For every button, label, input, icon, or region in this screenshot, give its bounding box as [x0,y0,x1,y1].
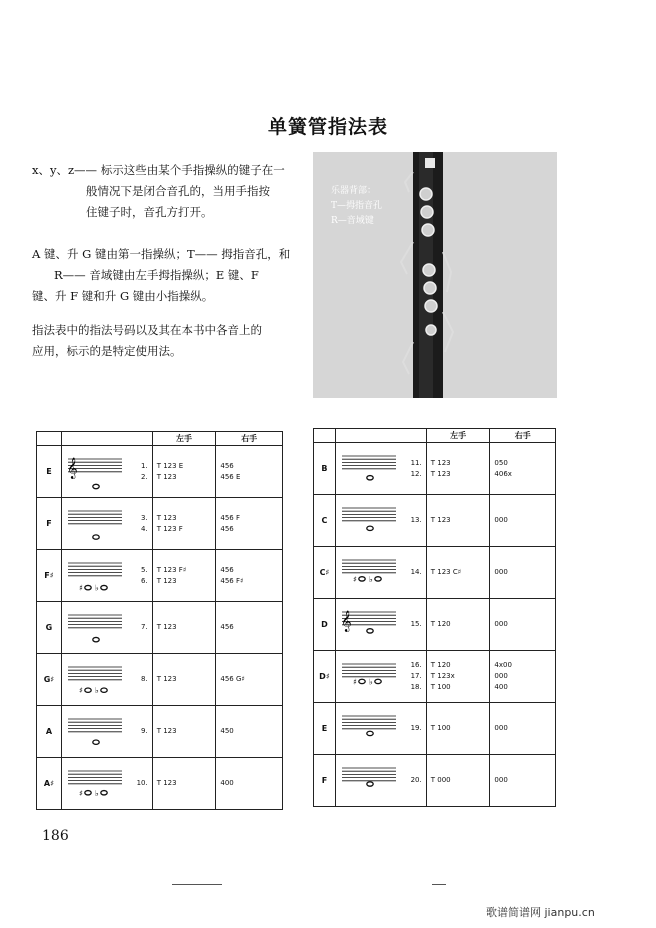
fingering-value: 17. [410,672,422,680]
fingering-value: 456 E [220,472,241,481]
right-hand-fingering [216,446,283,498]
fingering-number [407,495,426,547]
staff-notation [62,503,126,543]
caption-line: 乐器背部： [331,186,377,196]
fingering-value: 456 F [220,513,241,522]
accidental-icon: ♭ [368,574,373,584]
fingering-value: 000 [494,776,508,784]
accidental-icon: ♯ [352,574,357,584]
staff-notation [62,763,126,803]
header-note [37,432,62,446]
right-hand-fingering [216,654,283,706]
header-right-hand: 右手 [490,429,556,443]
fingering-value: 3. [141,513,148,522]
staff-notation [62,451,126,491]
paragraph-line: A 键、升 G 键由第一指操纵；T—— 拇指音孔，和 [32,247,291,261]
staff-cell [61,446,134,498]
treble-clef-icon: 𝄞 [340,610,352,632]
staff-notation [336,552,400,592]
fingering-value: 450 [220,727,234,735]
fingering-value: 14. [410,568,422,576]
left-hand-fingering [426,547,490,599]
staff-cell [61,550,134,602]
note-head [93,484,99,488]
fingering-number [134,706,152,758]
fingering-value: 406x [494,469,512,478]
staff-cell [335,703,407,755]
staff-notation [336,604,400,644]
note-name: E [314,703,336,755]
fingering-value: T 123 F♯ [156,565,187,574]
accidental-icon: ♯ [78,788,83,798]
fingering-value: T 123 F [156,524,183,533]
left-hand-fingering [152,706,216,758]
note-head [93,637,99,641]
staff-notation [62,659,126,699]
fingering-number [407,651,426,703]
staff-cell [335,651,407,703]
fingering-value: 456 [220,461,234,470]
fingering-value: 9. [141,727,148,735]
left-hand-fingering [152,446,216,498]
fingering-row [37,706,283,758]
note-name: F [37,498,62,550]
fingering-number [407,443,426,495]
right-hand-fingering [216,602,283,654]
fingering-row [314,599,556,651]
staff-notation [336,760,400,800]
fingering-value: 13. [410,516,422,524]
staff-notation [336,448,400,488]
footer-rule [172,884,222,885]
fingering-value: 6. [141,576,148,585]
note-name: G [37,602,62,654]
fingering-number [134,446,152,498]
note-head [359,576,365,580]
fingering-value: 456 [220,565,234,574]
fingering-row [37,602,283,654]
paragraph-line: 指法表中的指法号码以及其在本书中各音上的 [32,323,262,337]
treble-clef-icon: 𝄞 [66,457,78,479]
staff-notation [62,711,126,751]
note-head [367,781,373,785]
paragraph-line: x、y、z—— 标示这些由某个手指操纵的键子在一 [32,163,285,177]
fingering-value: T 123x [430,672,455,680]
left-hand-fingering [426,651,490,703]
caption-line: T—拇指音孔 [331,201,383,211]
staff-cell [335,755,407,807]
page-number: 186 [42,828,69,844]
left-hand-fingering [152,498,216,550]
watermark: 歌谱简谱网 jianpu.cn [486,906,595,919]
fingering-value: 456 F♯ [220,576,244,585]
fingering-value: T 123 [430,469,451,478]
fingering-number [134,498,152,550]
fingering-value: 000 [494,724,508,732]
fingering-row [37,446,283,498]
fingering-row [37,654,283,706]
fingering-value: 8. [141,675,148,683]
note-head [101,688,107,692]
note-head [85,688,91,692]
page-title: 单簧管指法表 [267,116,388,138]
fingering-number [134,602,152,654]
note-name: C♯ [314,547,336,599]
fingering-value: T 123 E [156,461,184,470]
left-hand-fingering [426,755,490,807]
note-name: F [314,755,336,807]
note-head [85,790,91,794]
fingering-row [314,755,556,807]
fingering-value: 4. [141,524,148,533]
fingering-value: 4x00 [494,661,512,669]
note-head [375,576,381,580]
fingering-row [314,443,556,495]
fingering-value: T 123 [430,458,451,467]
fingering-value: T 123 C♯ [430,568,462,576]
fingering-value: 000 [494,568,508,576]
fingering-value: 1. [141,461,148,470]
staff-cell [61,498,134,550]
paragraph-key-operation [32,244,302,307]
staff-cell [61,654,134,706]
fingering-value: T 100 [430,724,451,732]
paragraph-line: 住键子时，音孔方打开。 [86,205,213,219]
right-hand-fingering [216,706,283,758]
staff-notation [336,656,400,696]
right-hand-fingering [490,651,556,703]
fingering-row [37,498,283,550]
paragraph-usage-note [32,320,302,362]
left-hand-fingering [152,654,216,706]
left-hand-fingering [426,703,490,755]
staff-cell [61,706,134,758]
left-hand-fingering [426,495,490,547]
staff-cell [61,758,134,810]
fingering-value: 000 [494,672,508,680]
fingering-number [134,654,152,706]
staff-cell [335,443,407,495]
note-head [367,731,373,735]
fingering-number [134,758,152,810]
caption-line: R—音域键 [331,216,374,226]
right-hand-fingering [216,550,283,602]
header-left-hand: 左手 [152,432,216,446]
fingering-value: T 123 [430,516,451,524]
right-hand-fingering [216,758,283,810]
accidental-icon: ♯ [352,676,357,686]
fingering-row [314,651,556,703]
fingering-number [407,547,426,599]
photo-caption [331,184,382,229]
note-name: B [314,443,336,495]
footer-rule [432,884,446,885]
fingering-value: 16. [410,661,422,669]
note-name: E [37,446,62,498]
accidental-icon: ♭ [94,685,99,695]
fingering-value: 15. [410,620,422,628]
clarinet-photo [313,152,557,398]
fingering-value: T 000 [430,776,451,784]
note-head [101,585,107,589]
fingering-value: 11. [410,458,422,467]
fingering-value: T 120 [430,620,451,628]
staff-cell [61,602,134,654]
fingering-value: T 100 [430,683,451,691]
fingering-value: 7. [141,623,148,631]
fingering-value: 400 [220,779,234,787]
note-head [367,475,373,479]
header-right-hand: 右手 [216,432,283,446]
fingering-value: T 123 [156,472,177,481]
fingering-row [314,703,556,755]
fingering-value: T 123 [156,576,177,585]
fingering-value: 000 [494,620,508,628]
left-hand-fingering [152,550,216,602]
left-hand-fingering [152,758,216,810]
fingering-value: T 123 [156,675,177,683]
header-note [314,429,336,443]
note-name: G♯ [37,654,62,706]
fingering-value: 18. [410,683,422,691]
fingering-value: T 123 [156,779,177,787]
note-name: A [37,706,62,758]
staff-notation [336,708,400,748]
fingering-number [407,599,426,651]
fingering-value: 000 [494,516,508,524]
header-left-hand: 左手 [426,429,490,443]
fingering-value: 20. [410,776,422,784]
accidental-icon: ♭ [94,788,99,798]
right-hand-fingering [490,755,556,807]
staff-cell [335,495,407,547]
fingering-row [314,495,556,547]
accidental-icon: ♯ [78,685,83,695]
note-name: D [314,599,336,651]
fingering-value: T 123 [156,623,177,631]
fingering-value: 456 G♯ [220,675,245,683]
header-staff [61,432,152,446]
paragraph-line: 般情况下是闭合音孔的，当用手指按 [86,184,270,198]
accidental-icon: ♯ [78,583,83,593]
note-head [359,679,365,683]
fingering-number [134,550,152,602]
right-hand-fingering [490,443,556,495]
fingering-value: 12. [410,469,422,478]
staff-cell [335,599,407,651]
fingering-row [37,550,283,602]
fingering-value: 10. [136,779,148,787]
note-head [85,585,91,589]
fingering-table-right [313,428,556,807]
fingering-value: 456 [220,623,234,631]
fingering-row [314,547,556,599]
note-name: C [314,495,336,547]
fingering-value: 400 [494,683,508,691]
note-name: F♯ [37,550,62,602]
fingering-value: 456 [220,524,234,533]
paragraph-key-legend [32,160,300,223]
fingering-value: 5. [141,565,148,574]
note-head [367,628,373,632]
note-head [101,790,107,794]
staff-notation [62,555,126,595]
left-hand-fingering [152,602,216,654]
header-staff [335,429,426,443]
right-hand-fingering [490,599,556,651]
fingering-number [407,703,426,755]
left-hand-fingering [426,443,490,495]
paragraph-line: 应用，标示的是特定使用法。 [32,344,182,358]
right-hand-fingering [490,495,556,547]
note-head [367,526,373,530]
staff-notation [336,500,400,540]
right-hand-fingering [490,547,556,599]
fingering-table-left [36,431,283,810]
note-head [375,679,381,683]
staff-cell [335,547,407,599]
right-hand-fingering [216,498,283,550]
note-name: A♯ [37,758,62,810]
accidental-icon: ♭ [94,583,99,593]
staff-notation [62,607,126,647]
paragraph-line: 键、升 F 键和升 G 键由小指操纵。 [32,289,214,303]
note-name: D♯ [314,651,336,703]
note-head [93,534,99,538]
accidental-icon: ♭ [368,676,373,686]
fingering-value: 19. [410,724,422,732]
fingering-value: T 123 [156,513,177,522]
fingering-row [37,758,283,810]
fingering-value: 050 [494,458,508,467]
left-hand-fingering [426,599,490,651]
fingering-value: 2. [141,472,148,481]
fingering-value: T 120 [430,661,451,669]
note-head [93,740,99,744]
fingering-number [407,755,426,807]
paragraph-line: R—— 音域键由左手拇指操纵；E 键、F [54,268,259,282]
right-hand-fingering [490,703,556,755]
fingering-value: T 123 [156,727,177,735]
